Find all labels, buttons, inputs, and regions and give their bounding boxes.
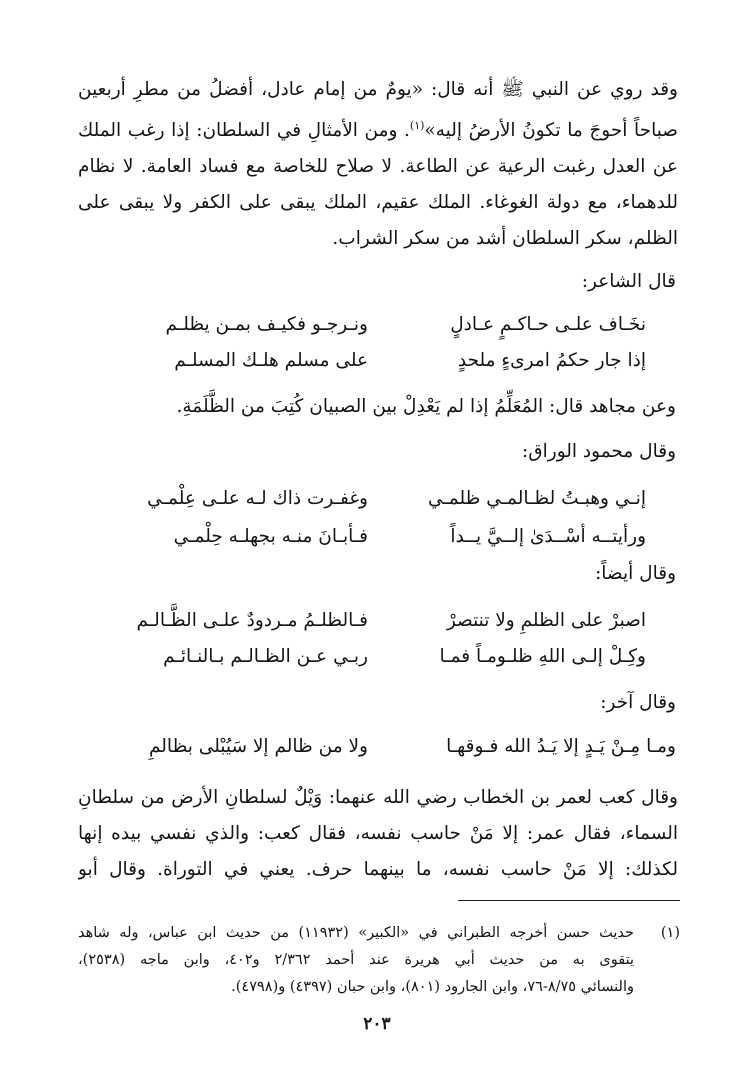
other-intro: وقال آخر:: [600, 692, 676, 713]
paragraph-line: عن العدل رغبت الرعية عن الطاعة. لا صلاح للخاصة مع فساد العامة. لا نظام: [78, 156, 678, 178]
paragraph-hadith-text: [78, 72, 678, 257]
warraq-intro: وقال محمود الوراق:: [522, 441, 676, 462]
also-intro: وقال أيضاً:: [595, 563, 676, 584]
paragraph-kaab-text: [78, 780, 678, 888]
verse-hemistich-left: ربـي عـن الظـالـم بـالنـائـم: [163, 646, 368, 667]
verse-hemistich-right: اصبرْ على الظلمِ ولا تنتصرْ: [446, 610, 646, 631]
paragraph-line: لكذلك: إلا مَنْ حاسب نفسه، ما بينهما حرف. يعني في التوراة. وقال أبو: [78, 859, 678, 880]
verse-hemistich-right: نخَـاف علـى حـاكـمٍ عـادلٍ: [450, 314, 646, 335]
footnote-divider: [458, 900, 680, 901]
footnote-line: والنسائي ٨/٧٥-٧٦، وابن الجارود (٨٠١)، وابن حبان (٤٣٩٧) و(٤٧٩٨).: [231, 979, 634, 995]
verse-hemistich-left: فـالظلـمُ مـردودٌ علـى الظَّـالـم: [136, 610, 368, 631]
verse-hemistich-left: وغفـرت ذاك لـه علـى عِلْمـي: [147, 488, 368, 509]
verse-hemistich-right: ورأيتــه أسْــدَىٰ إلــيَّ يــداً: [450, 526, 646, 547]
footnote-reference: (١): [409, 119, 425, 132]
footnote-line: حديث حسن أخرجه الطبراني في «الكبير» (١١٩٣٢) من حديث ابن عباس، وله شاهد: [78, 925, 634, 941]
footnote-line: يتقوى به من حديث أبي هريرة عند أحمد ٢/٣٦٢ و٤٠٢، وابن ماجه (٢٥٣٨)،: [78, 952, 634, 968]
paragraph-hadith: [78, 72, 678, 257]
paragraph-line-text: صباحاً أحوجَ ما تكونُ الأرضُ إليه»: [424, 120, 678, 142]
footnote: [78, 920, 680, 1001]
paragraph-line-text: . ومن الأمثالِ في السلطان: إذا رغب الملك: [78, 120, 410, 142]
paragraph-kaab: [78, 780, 678, 888]
footnote-number: (١): [660, 925, 680, 941]
verse-hemistich-right: ومـا مِـنْ يَـدٍ إلا يَـدُ الله فـوقهـا: [446, 736, 676, 757]
page-number: ٢٠٣: [363, 1014, 391, 1034]
paragraph-line: [78, 108, 678, 149]
mujahid-saying: وعن مجاهد قال: المُعَلِّمُ إذا لم يَعْدِلْ بين الصبيان كُتِبَ من الظَّلَمَةِ.: [176, 396, 676, 417]
verse-hemistich-right: إنـي وهبـتُ لظـالمـي ظلمـي: [427, 488, 646, 509]
paragraph-line: للدهماء، مع دولة الغوغاء. الملك عقيم، الملك يبقى على الكفر ولا يبقى على: [78, 192, 678, 214]
verse-hemistich-right: وكِـلْ إلـى اللهِ ظلـومـاً فمـا: [439, 646, 646, 667]
footnote-body: [78, 920, 634, 1001]
paragraph-line: وقال كعب لعمر بن الخطاب رضي الله عنهما: وَيْلٌ لسلطانِ الأرض من سلطانِ: [78, 787, 678, 808]
poet-intro: قال الشاعر:: [581, 271, 676, 292]
verse-hemistich-left: ولا من ظالم إلا سَيُبْلى بظالمِ: [148, 736, 368, 757]
verse-hemistich-left: ونـرجـو فكيـف بمـن يظلـم: [165, 314, 368, 335]
paragraph-line: الظلم، سكر السلطان أشد من سكر الشراب.: [332, 228, 678, 250]
verse-hemistich-right: إذا جار حكمُ امرىءٍ ملحدٍ: [457, 350, 646, 371]
paragraph-line: السماء، فقال عمر: إلا مَنْ حاسب نفسه، فقال كعب: والذي نفسي بيده إنها: [78, 823, 678, 844]
paragraph-line: وقد روي عن النبي ﷺ أنه قال: «يومٌ من إمام عادل، أفضلُ من مطرِ أربعين: [78, 79, 678, 100]
verse-hemistich-left: على مسلم هلـك المسلـم: [174, 350, 368, 371]
verse-hemistich-left: فـأبـانَ منـه بجهلـه حِلْمـي: [173, 526, 368, 547]
